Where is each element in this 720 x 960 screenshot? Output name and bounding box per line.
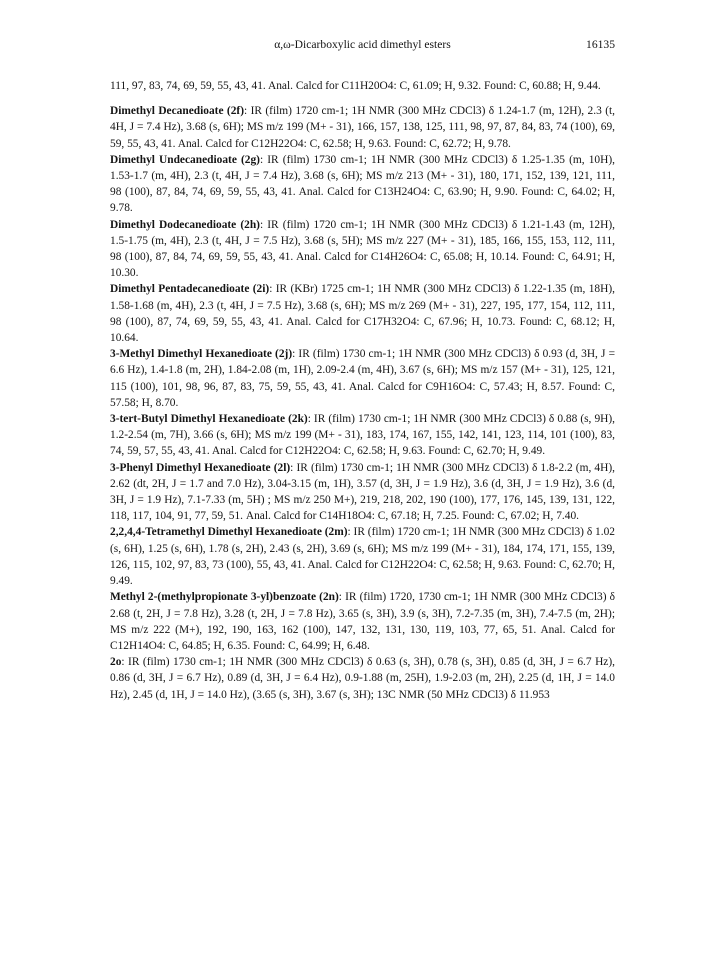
paragraph-2m xyxy=(110,524,615,589)
paragraph-2i xyxy=(110,281,615,346)
compound-name: 3-Methyl Dimethyl Hexanedioate xyxy=(110,348,272,361)
paragraph-text: : IR (film) 1730 cm-1; 1H NMR (300 MHz CDCl3) δ 0.93 (d, 3H, J = 6.6 Hz), 1.4-1.8 (m, 2H), 1.84-2.08 (m, 1H), 2.09-2.4 (m, 4H), 3.67 (s, 6H); MS m/z 157 (M+ - 31), 125, 121, 115 (100), 101, 98, 96, 87, 83, 75, 59, 55, 43, 41. Anal. Calcd for C9H16O4: C, 57.43; H, 8.57. Found: C, 57.58; H, 8.70. xyxy=(110,348,616,409)
compound-id: (2g) xyxy=(241,153,260,166)
running-header xyxy=(110,38,615,56)
compound-id: (2n) xyxy=(319,591,339,604)
paragraph-text: : IR (film) 1720 cm-1; 1H NMR (300 MHz CDCl3) δ 1.21-1.43 (m, 12H), 1.5-1.75 (m, 4H), 2.3 (t, 4H, J = 7.5 Hz), 3.68 (s, 5H); MS m/z 227 (M+ - 31), 185, 166, 155, 153, 112, 111, 98 (100), 87, 84, 74, 69, 59, 55, 43, 41. Anal. Calcd for C14H26O4: C, 65.08; H, 10.14. Found: C, 64.91; H, 10.30. xyxy=(110,218,615,280)
paragraph-text: : IR (film) 1730 cm-1; 1H NMR (300 MHz CDCl3) δ 1.8-2.2 (m, 4H), 2.62 (dt, 2H, J = 1.7 and 7.0 Hz), 3.04-3.15 (m, 1H), 3.57 (d, 3H, J = 1.9 Hz), 3.6 (d, 3H, J = 1.9 Hz), 3.6 (d, 3H, J = 1.9 Hz), 7.1-7.33 (m, 5H) ; MS m/z 250 M+), 219, 218, 202, 190 (100), 177, 176, 145, 139, 131, 122, 118, 117, 104, 91, 77, 59, 51. Anal. Calcd for C14H18O4: C, 67.18; H, 7.25. Found: C, 67.02; H, 7.40. xyxy=(110,461,615,523)
compound-id: (2h) xyxy=(240,218,260,231)
paragraph-2j xyxy=(110,346,615,411)
compound-id: 2o xyxy=(110,656,122,669)
paragraph-2g xyxy=(110,152,615,217)
paragraph-text: : IR (film) 1730 cm-1; 1H NMR (300 MHz CDCl3) δ 0.63 (s, 3H), 0.78 (s, 3H), 0.85 (d, 3H, J = 6.7 Hz), 0.86 (d, 3H, J = 6.7 Hz), 0.89 (d, 3H, J = 6.4 Hz), 0.9-1.88 (m, 25H), 1.9-2.03 (m, 2H), 2.25 (d, 1H, J = 14.0 Hz), 2.45 (d, 1H, J = 14.0 Hz), (3.65 (s, 3H), 3.67 (s, 3H); 13C NMR (50 MHz CDCl3) δ 11.953 xyxy=(110,656,615,701)
compound-name: 3-tert-Butyl Dimethyl Hexanedioate xyxy=(110,413,286,426)
page-number: 16135 xyxy=(586,38,615,51)
paragraph-2l xyxy=(110,460,615,525)
paragraph-text: : IR (film) 1730 cm-1; 1H NMR (300 MHz CDCl3) δ 1.25-1.35 (m, 10H), 1.53-1.7 (m, 4H), 2.3 (t, 4H, J = 7.4 Hz), 3.68 (s, 6H); MS m/z 213 (M+ - 31), 180, 171, 152, 139, 121, 111, 98 (100), 87, 84, 74, 69, 59, 55, 43, 41. Anal. Calcd for C13H24O4: C, 63.90; H, 9.90. Found: C, 64.02; H, 9.78. xyxy=(110,153,615,215)
paragraph-text: 111, 97, 83, 74, 69, 59, 55, 43, 41. Anal. Calcd for C11H20O4: C, 61.09; H, 9.32. Found: C, 60.88; H, 9.44. xyxy=(110,80,601,92)
paragraph-2n xyxy=(110,589,615,654)
compound-name: 2,2,4,4-Tetramethyl Dimethyl Hexanedioate xyxy=(110,526,322,539)
running-title: α,ω-Dicarboxylic acid dimethyl esters xyxy=(274,38,451,51)
compound-id: (2k) xyxy=(288,413,308,426)
paragraph-2o xyxy=(110,654,615,703)
compound-name: Dimethyl Pentadecanedioate xyxy=(110,283,250,296)
paragraph-2h xyxy=(110,217,615,282)
paragraph-text: : IR (film) 1720 cm-1; 1H NMR (300 MHz CDCl3) δ 1.02 (s, 6H), 1.25 (s, 6H), 1.78 (s, 2H), 2.43 (s, 2H), 3.69 (s, 6H); MS m/z 199 (M+ - 31), 184, 174, 171, 155, 139, 126, 115, 102, 97, 83, 73 (100), 55, 43, 41. Anal. Calcd for C12H22O4: C, 62.58; H, 9.63. Found: C, 62.70; H, 9.49. xyxy=(110,526,615,588)
compound-name: Dimethyl Undecanedioate xyxy=(110,153,237,166)
paragraph-text: : IR (film) 1730 cm-1; 1H NMR (300 MHz CDCl3) δ 0.88 (s, 9H), 1.2-2.54 (m, 7H), 3.66 (s, 6H); MS m/z 199 (M+ - 31), 183, 174, 167, 155, 142, 141, 123, 114, 101 (100), 83, 74, 59, 57, 55, 43, 41. Anal. Calcd for C12H22O4: C, 62.58; H, 9.63. Found: C, 62.70; H, 9.49. xyxy=(110,413,615,458)
paragraph-2f xyxy=(110,103,615,152)
compound-id: (2f) xyxy=(226,105,244,118)
compound-name: Dimethyl Decanedioate xyxy=(110,105,224,118)
paragraph-2k xyxy=(110,411,615,460)
paragraph-text: : IR (film) 1720, 1730 cm-1; 1H NMR (300 MHz CDCl3) δ 2.68 (t, 2H, J = 7.8 Hz), 3.28 (t, 2H, J = 7.8 Hz), 3.65 (s, 3H), 3.9 (s, 3H), 7.2-7.35 (m, 3H), 7.4-7.5 (m, 2H); MS m/z 222 (M+), 192, 190, 163, 162 (100), 147, 132, 131, 130, 119, 103, 77, 65, 51. Anal. Calcd for C12H14O4: C, 64.85; H, 6.35. Found: C, 64.99; H, 6.48. xyxy=(110,591,616,652)
paragraph-text: : IR (KBr) 1725 cm-1; 1H NMR (300 MHz CDCl3) δ 1.22-1.35 (m, 18H), 1.58-1.68 (m, 4H), 2.3 (t, 4H, J = 7.5 Hz), 3.68 (s, 6H); MS m/z 269 (M+ - 31), 227, 195, 177, 154, 112, 111, 98 (100), 87, 74, 69, 59, 55, 43, 41. Anal. Calcd for C17H32O4: C, 67.96; H, 10.73. Found: C, 68.12; H, 10.64. xyxy=(110,283,615,345)
paragraph-text: : IR (film) 1720 cm-1; 1H NMR (300 MHz CDCl3) δ 1.24-1.7 (m, 12H), 2.3 (t, 4H, J = 7.4 Hz), 3.68 (s, 6H); MS m/z 199 (M+ - 31), 166, 157, 138, 125, 111, 98, 97, 87, 84, 83, 74 (100), 69, 59, 55, 43, 41. Anal. Calcd for C12H22O4: C, 62.58; H, 9.63. Found: C, 62.72; H, 9.78. xyxy=(110,105,615,150)
compound-id: (2j) xyxy=(275,348,293,361)
compound-id: (2i) xyxy=(252,283,270,296)
compound-id: (2l) xyxy=(273,461,291,474)
article-body xyxy=(110,78,615,703)
paragraph-continuation xyxy=(110,78,615,94)
compound-name: 3-Phenyl Dimethyl Hexanedioate xyxy=(110,461,271,474)
compound-name: Methyl 2-(methylpropionate 3-yl)benzoate xyxy=(110,591,317,604)
compound-name: Dimethyl Dodecanedioate xyxy=(110,218,237,231)
compound-id: (2m) xyxy=(324,526,348,539)
